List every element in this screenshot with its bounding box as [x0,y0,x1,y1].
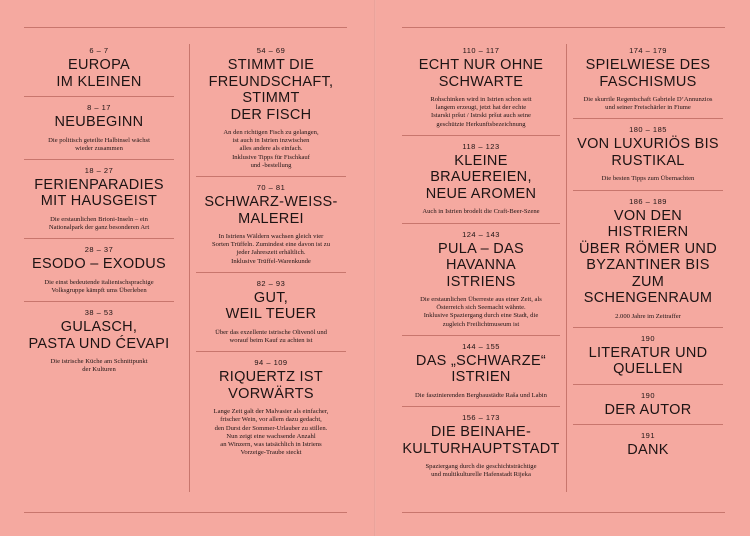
toc-entry [573,118,723,183]
entry-description-line: und seiner Freischärler in Fiume [605,104,691,112]
page-range: 70 – 81 [256,183,286,193]
entry-description [196,408,346,457]
entry-title-line: QUELLEN [613,361,683,378]
entry-divider [402,335,560,336]
entry-description-line: Die istrische Küche am Schnittpunkt [50,358,148,366]
top-rule [24,27,347,28]
entry-title-line: STIMMT [242,90,300,106]
entry-description-line: Spaziergang durch die geschichtsträchtige [425,463,537,471]
right-page [375,0,750,536]
entry-divider [402,406,560,407]
entry-title-line: LITERATUR UND [588,344,708,361]
page-range: 6 – 7 [89,46,109,55]
toc-entry [196,176,346,266]
entry-title [573,57,723,90]
toc-entry [402,406,560,479]
entry-divider [196,272,346,273]
page-range: 82 – 93 [256,278,286,288]
entry-description [196,329,346,345]
entry-description [24,216,174,232]
entry-description-line: frischer Wein, vor allem dazu gedacht, [220,416,322,424]
entry-title-line: SPIELWIESE DES [585,57,711,73]
entry-title [573,402,723,419]
toc-entry [573,190,723,321]
entry-title [24,256,174,273]
bottom-rule [402,512,725,513]
entry-title-line: DER AUTOR [604,401,692,418]
entry-title-line: NEUE AROMEN [425,185,537,202]
toc-column-2 [573,40,723,459]
bottom-rule [24,512,347,513]
toc-entry [402,46,560,129]
entry-title [196,369,346,402]
entry-title-line: ECHT NUR OHNE [418,57,544,73]
page-range: 118 – 123 [462,141,500,151]
entry-divider [573,190,723,191]
entry-title [402,57,560,90]
page-range: 54 – 69 [256,46,286,55]
toc-entry [573,327,723,378]
entry-description-line: geschützte Herkunftsbezeichnung [436,120,526,128]
entry-description-line: 2.000 Jahre im Zeitraffer [615,312,681,320]
page-range: 190 [640,333,655,343]
entry-description-line: Lange Zeit galt der Malvasier als einfacher, [213,408,329,416]
toc-entry [24,238,174,295]
entry-title-line: KLEINE BRAUEREIEN, [430,152,532,186]
entry-title-line: FREUNDSCHAFT, [208,73,334,90]
entry-description-line: Über das exzellente istrische Olivenöl und [215,328,327,336]
page-range: 124 – 143 [462,229,500,239]
entry-description [402,463,560,479]
entry-title [24,177,174,210]
page-range: 191 [640,431,655,441]
entry-title [573,442,723,459]
entry-divider [196,351,346,352]
entry-description-line: zugleich Freilichtmuseum ist [442,320,520,328]
entry-title-line: SCHWARTE [438,73,524,90]
entry-divider [24,159,174,160]
entry-title-line: KULTURHAUPTSTADT [402,440,560,457]
entry-title-line: RUSTIKAL [611,152,685,169]
toc-entry [24,301,174,374]
toc-entry [24,46,174,90]
entry-description [402,96,560,129]
page-range: 110 – 117 [462,46,500,55]
entry-title-line: PULA – DAS HAVANNA [437,240,524,274]
entry-description-line: den Durst der Sommer-Urlauber zu stillen. [214,424,328,432]
entry-description-line: In Istriens Wäldern wachsen gleich vier [218,233,324,241]
column-divider [566,44,567,492]
entry-title [402,241,560,291]
entry-description-line: worauf beim Kauf zu achten ist [229,337,313,345]
entry-description-line: an Winzern, was tatsächlich in Istriens [220,441,322,449]
entry-title-line: ESODO – EXODUS [32,256,166,273]
entry-title [24,57,174,90]
entry-divider [573,327,723,328]
entry-description-line: und multikulturelle Hafenstadt Rijeka [431,471,531,479]
entry-description [196,233,346,266]
entry-divider [24,301,174,302]
entry-description-line: Die erstaunlichen Brioni-Inseln – ein [50,215,148,223]
entry-title-line: MIT HAUSGEIST [40,193,158,210]
entry-title-line: FASCHISMUS [599,73,697,90]
entry-description-line: Inklusive Spaziergang durch eine Stadt, die [423,312,539,320]
entry-description-line: Rohschinken wird in Istrien schon seit [430,96,532,103]
page-range: 28 – 37 [84,245,114,255]
entry-description-line: jeder Jahreszeit erhältlich. [236,249,306,257]
page-range: 144 – 155 [462,341,500,351]
entry-title-line: DAS „SCHWARZE“ [415,352,547,369]
entry-description-line: Auch in Istrien brodelt die Craft-Beer-Szene [422,208,540,216]
page-range: 190 [640,390,655,400]
entry-description-line: An den richtigen Fisch zu gelangen, [223,129,319,136]
entry-description [24,358,174,374]
entry-title-line: NEUBEGINN [54,114,144,130]
column-divider [189,44,190,492]
entry-description-line: Nationalpark der ganz besonderen Art [48,224,150,232]
entry-description [402,296,560,329]
entry-title [402,153,560,203]
page-range: 38 – 53 [84,308,114,318]
entry-title [196,57,346,123]
entry-description [573,96,723,112]
entry-title-line: SCHWARZ-WEISS- [204,194,338,211]
entry-divider [24,238,174,239]
entry-title-line: DER FISCH [230,106,312,123]
entry-title-line: WEIL TEUER [225,306,317,323]
entry-description-line: der Kulturen [82,366,116,374]
page-range: 8 – 17 [87,103,111,112]
entry-title-line: DANK [627,442,669,459]
page-range: 156 – 173 [462,413,500,423]
entry-description-line: Nun zeigt eine wachsende Anzahl [226,432,316,440]
entry-title-line: ÜBER RÖMER UND [579,240,717,257]
entry-title-line: FERIENPARADIES [34,176,164,193]
entry-title-line: VON DEN HISTRIERN [607,207,689,241]
entry-title [573,208,723,307]
entry-description [24,137,174,153]
entry-title [196,290,346,323]
entry-description [402,208,560,216]
entry-title-line: ISTRIEN [451,369,511,386]
entry-description-line: Sorten Trüffeln. Zumindest eine davon ist zu [211,241,330,249]
entry-divider [24,96,174,97]
entry-title-line: GULASCH, [60,319,138,336]
entry-title [573,136,723,169]
entry-description-line: Inklusive Trüffel-Warenkunde [231,257,311,265]
entry-divider [573,384,723,385]
entry-title-line: MALEREI [238,210,304,227]
top-rule [402,27,725,28]
entry-divider [573,118,723,119]
entry-description-line: Inklusive Tipps für Fischkauf [232,153,310,161]
entry-title-line: SCHENGENRAUM [583,290,713,307]
entry-description-line: alles andere als einfach. [239,145,303,153]
page-range: 180 – 185 [629,125,667,135]
entry-description-line: ist auch in Istrien inzwischen [232,137,310,145]
entry-description-line: Die skurrile Regentschaft Gabriele D’Annunzios [583,96,713,103]
entry-description-line: Vorzeige-Traube steckt [240,449,302,457]
entry-title [402,424,560,457]
toc-entry [573,384,723,419]
toc-entry [24,96,174,153]
entry-title-line: RIQUERTZ IST [218,369,324,386]
page-range: 186 – 189 [629,196,667,206]
entry-title [24,114,174,131]
page-range: 94 – 109 [254,358,288,368]
entry-title [573,345,723,378]
entry-title-line: STIMMT DIE [227,57,315,73]
entry-title-line: IM KLEINEN [56,73,142,90]
toc-entry [402,135,560,217]
entry-title-line: PASTA UND ĆEVAPI [28,335,170,352]
entry-description-line: Die faszinierenden Bergbaustädte Raša und Labin [415,391,547,399]
toc-entry [573,46,723,112]
toc-entry [402,223,560,329]
toc-entry [196,351,346,457]
toc-entry [24,159,174,232]
entry-title [24,319,174,352]
toc-column-2 [196,40,346,457]
entry-divider [402,223,560,224]
entry-description-line: wieder zusammen [75,144,123,152]
entry-description [24,279,174,295]
entry-divider [573,424,723,425]
entry-description-line: Volksgruppe kämpft ums Überleben [51,287,147,295]
toc-entry [402,335,560,400]
entry-description-line: Istarski pršut / Istrski pršut auch seine [431,112,531,120]
entry-title [402,353,560,386]
entry-description-line: und -bestellung [250,161,292,169]
entry-title-line: DIE BEINAHE- [430,424,532,441]
entry-title-line: EUROPA [68,57,130,73]
entry-description [573,175,723,183]
page-range: 18 – 27 [84,165,114,175]
entry-description-line: Österreich sich Seemacht wähnte. [436,304,526,312]
toc-entry [196,272,346,345]
entry-description [402,392,560,400]
entry-description-line: Die besten Tipps zum Übernachten [601,175,695,183]
entry-title-line: GUT, [253,289,289,306]
toc-entry [573,424,723,459]
entry-divider [402,135,560,136]
toc-entry [196,46,346,170]
entry-description [196,129,346,170]
entry-description-line: Die erstaunlichen Überreste aus einer Zeit, als [420,296,542,304]
entry-title-line: VON LUXURIÖS BIS [577,136,719,153]
entry-title-line: BYZANTINER BIS ZUM [586,257,710,290]
entry-title-line: ISTRIENS [446,273,516,290]
entry-description-line: langem erzeugt, jetzt hat der echte [435,104,527,112]
toc-column-1 [24,40,174,375]
entry-description [573,313,723,321]
entry-title [196,194,346,227]
page-range: 174 – 179 [629,46,667,55]
entry-description-line: Die einst bedeutende italienischsprachige [44,278,154,286]
toc-column-1 [402,40,560,479]
entry-divider [196,176,346,177]
entry-description-line: Die politisch geteilte Halbinsel wächst [48,136,150,144]
entry-title-line: VORWÄRTS [228,385,314,402]
